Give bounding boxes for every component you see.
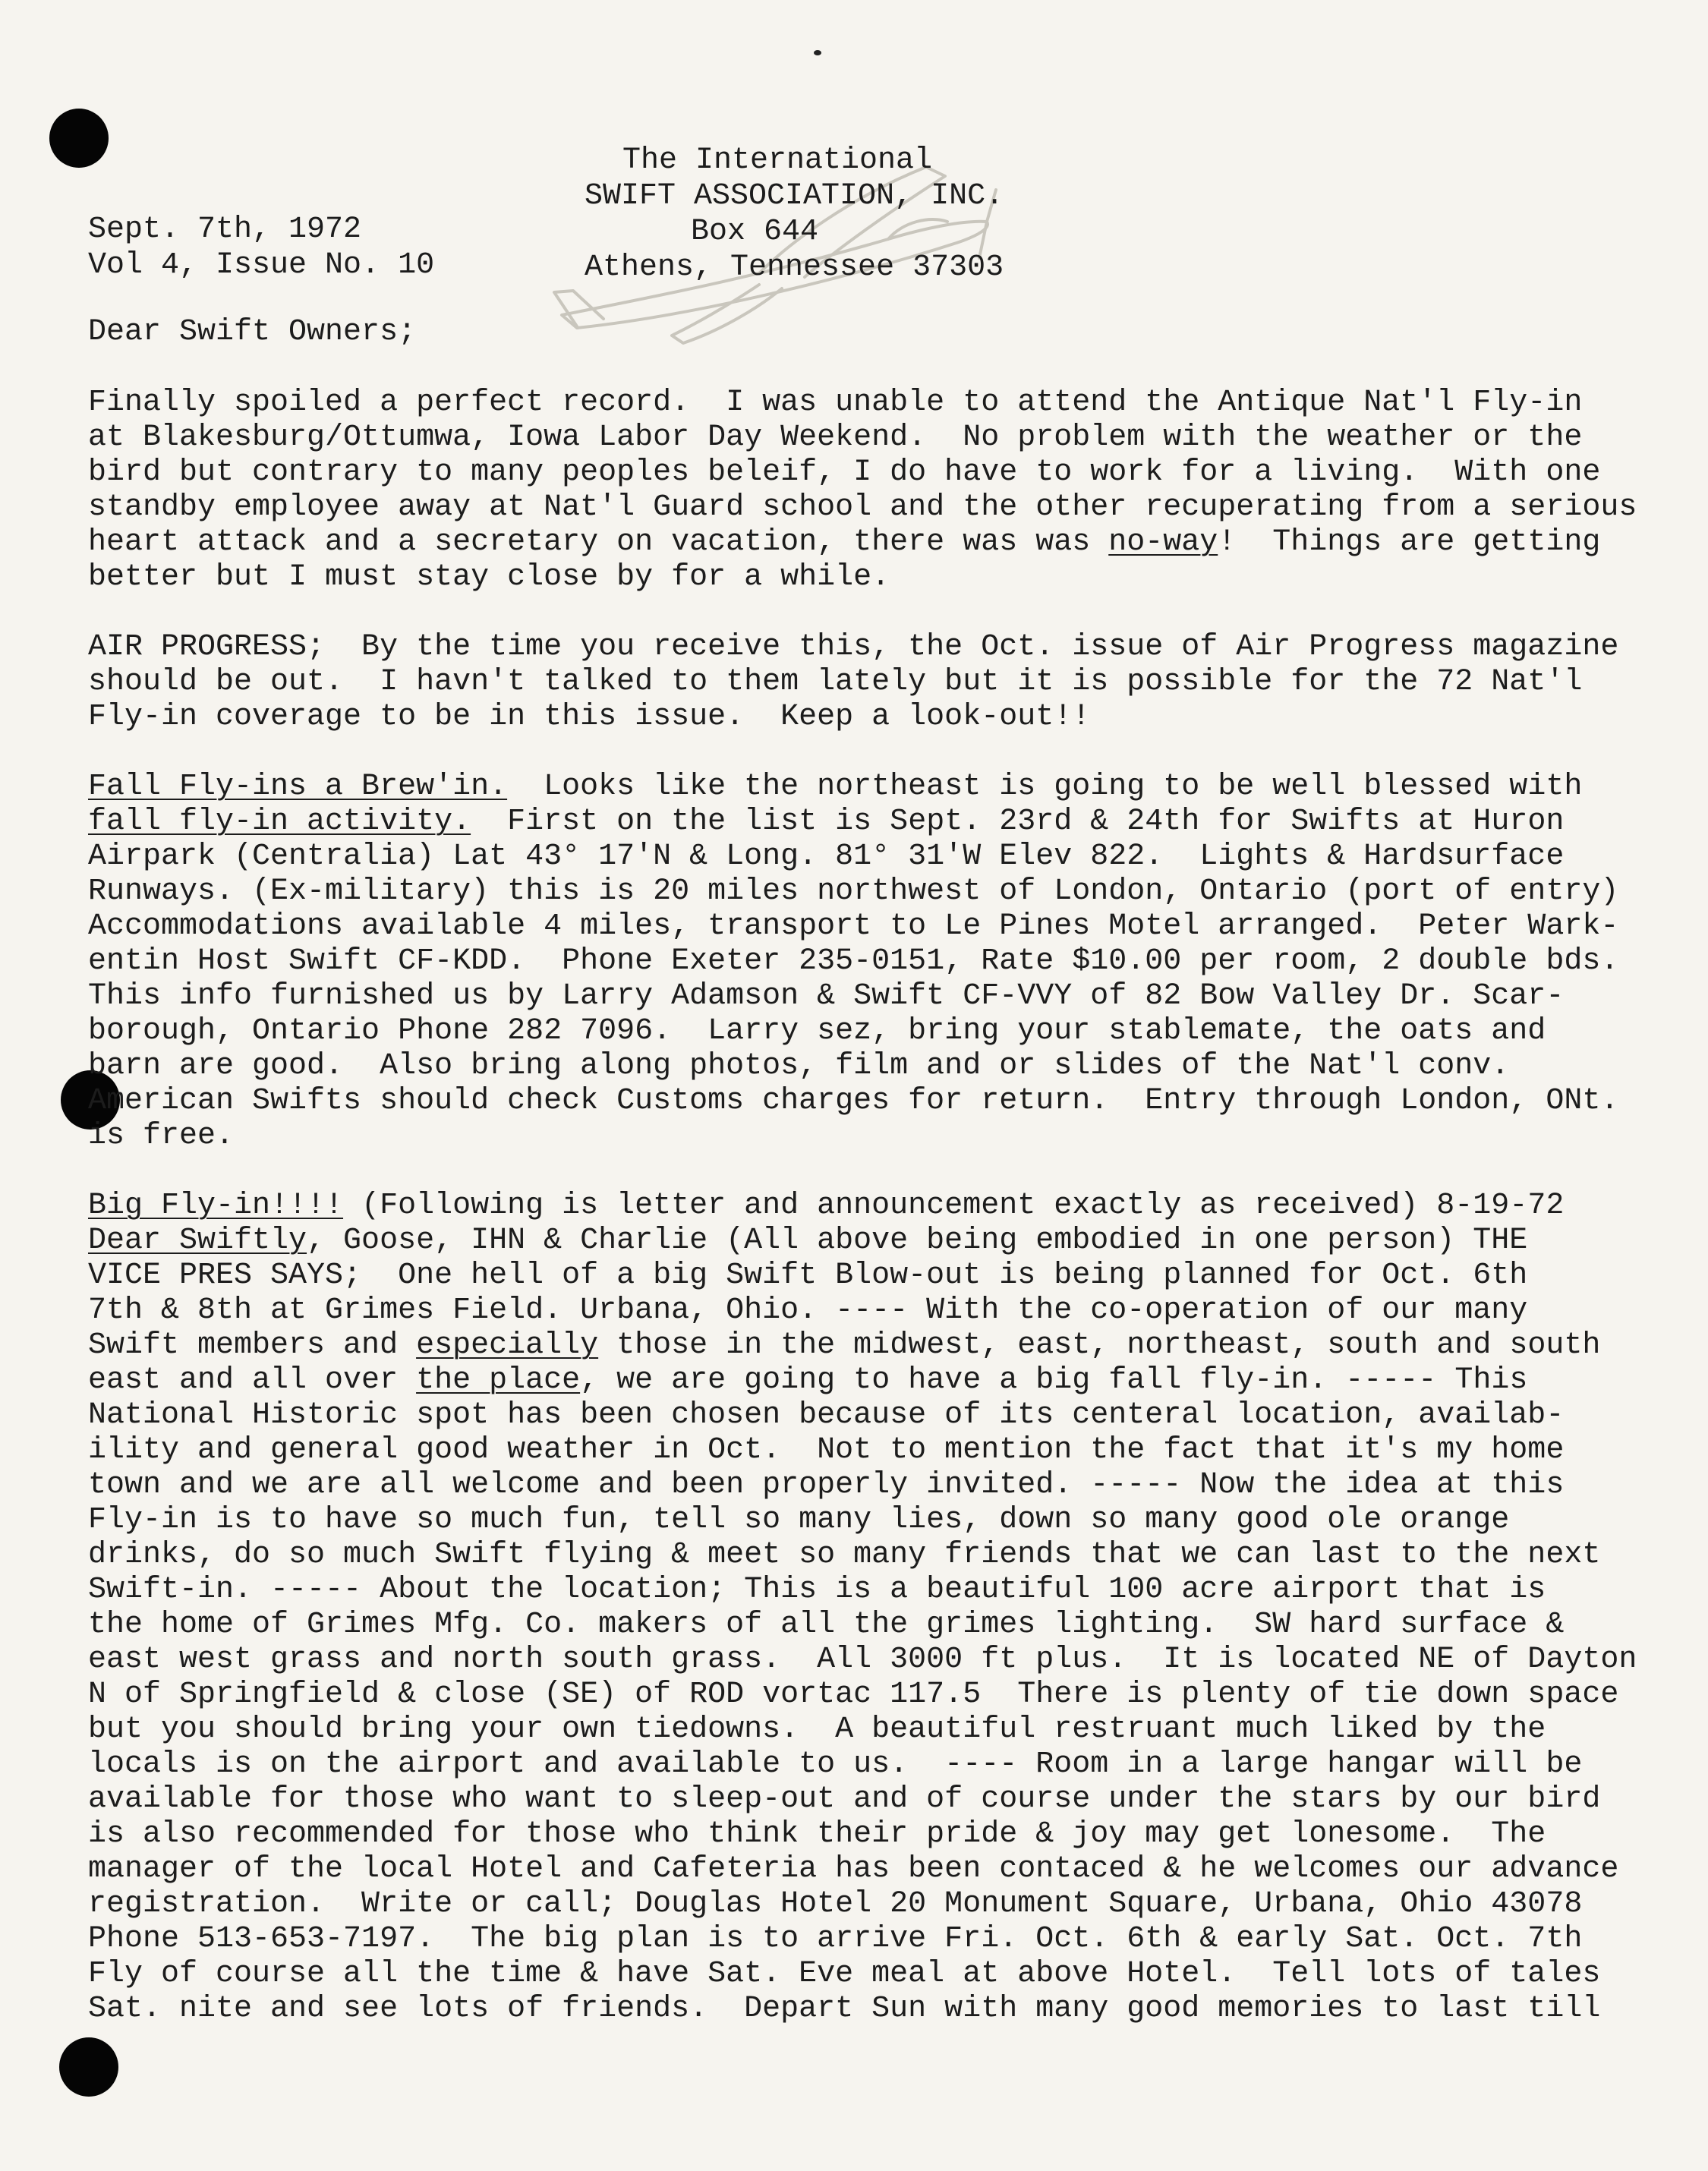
issue-number: Vol 4, Issue No. 10 [88, 248, 435, 282]
text-line [88, 1363, 1644, 1398]
text-line [88, 1328, 1644, 1363]
section-heading: Big Fly-in!!!! [88, 1189, 344, 1223]
text-run: Looks like the northeast is going to be well blessed with [507, 770, 1583, 804]
text-run: ! Things are getting [1218, 525, 1601, 559]
text-line: AIR PROGRESS; By the time you receive this, the Oct. issue of Air Progress magazine [88, 630, 1619, 664]
text-line: Finally spoiled a perfect record. I was unable to attend the Antique Nat'l Fly-in [88, 386, 1583, 420]
letter-body [88, 386, 1644, 2062]
salutation: Dear Swift Owners; [88, 315, 417, 349]
underlined-text: fall fly-in activity. [88, 805, 471, 839]
dateline [88, 212, 434, 283]
text-line: Sat. nite and see lots of friends. Depart Sun with many good memories to last till [88, 1992, 1601, 2026]
org-name-line: The International [622, 143, 933, 178]
underlined-text: Dear Swiftly [88, 1224, 307, 1258]
text-line: National Historic spot has been chosen because of its centeral location, availab- [88, 1398, 1565, 1432]
text-line: Runways. (Ex-military) this is 20 miles northwest of London, Ontario (port of entry) [88, 874, 1619, 909]
text-line: the home of Grimes Mfg. Co. makers of all the grimes lighting. SW hard surface & [88, 1608, 1565, 1642]
text-line: Phone 513-653-7197. The big plan is to arrive Fri. Oct. 6th & early Sat. Oct. 7th [88, 1922, 1583, 1956]
text-line: Fly-in coverage to be in this issue. Keep a look-out!! [88, 700, 1091, 734]
text-line: N of Springfield & close (SE) of ROD vortac 117.5 There is plenty of tie down space [88, 1678, 1619, 1712]
text-line: standby employee away at Nat'l Guard school and the other recuperating from a serious [88, 490, 1637, 525]
text-line: is free. [88, 1119, 235, 1153]
text-line: borough, Ontario Phone 282 7096. Larry sez, bring your stablemate, the oats and [88, 1014, 1546, 1048]
text-line: Accommodations available 4 miles, transport to Le Pines Motel arranged. Peter Wark- [88, 909, 1619, 944]
text-line: town and we are all welcome and been properly invited. ----- Now the idea at this [88, 1468, 1565, 1502]
text-run: Swift members and [88, 1328, 417, 1363]
text-line: Fly-in is to have so much fun, tell so many lies, down so many good ole orange [88, 1503, 1510, 1537]
paragraph-fall-fly-ins [88, 770, 1644, 1154]
text-line: Airpark (Centralia) Lat 43° 17'N & Long. 81° 31'W Elev 822. Lights & Hardsurface [88, 840, 1565, 874]
text-line: better but I must stay close by for a while. [88, 560, 890, 594]
ink-speck [814, 50, 821, 55]
text-line: but you should bring your own tiedowns. A beautiful restruant much liked by the [88, 1713, 1546, 1747]
text-line [88, 770, 1644, 805]
letterhead [585, 143, 1192, 285]
text-line: Fly of course all the time & have Sat. Eve meal at above Hotel. Tell lots of tales [88, 1957, 1601, 1991]
underlined-text: especially [416, 1328, 599, 1363]
text-line [88, 805, 1644, 840]
text-line [88, 1224, 1644, 1259]
underlined-text: the place [416, 1363, 581, 1397]
paragraph-intro [88, 386, 1644, 595]
text-run: First on the list is Sept. 23rd & 24th for Swifts at Huron [471, 805, 1565, 839]
letter-date: Sept. 7th, 1972 [88, 213, 362, 247]
text-line: Swift-in. ----- About the location; This is a beautiful 100 acre airport that is [88, 1573, 1546, 1607]
text-line: barn are good. Also bring along photos, film and or slides of the Nat'l conv. [88, 1049, 1510, 1083]
paragraph-big-fly-in [88, 1189, 1644, 2027]
text-line: east west grass and north south grass. All 3000 ft plus. It is located NE of Dayton [88, 1643, 1637, 1677]
org-address-line: Box 644 [691, 215, 819, 249]
text-run: heart attack and a secretary on vacation, there was was [88, 525, 1109, 559]
text-run: , we are going to have a big fall fly-in. ----- This [580, 1363, 1528, 1397]
punch-hole-top [49, 109, 109, 168]
text-line [88, 525, 1644, 560]
text-line: locals is on the airport and available to us. ---- Room in a large hangar will be [88, 1747, 1583, 1782]
text-line: should be out. I havn't talked to them lately but it is possible for the 72 Nat'l [88, 665, 1583, 699]
text-line: registration. Write or call; Douglas Hotel 20 Monument Square, Urbana, Ohio 43078 [88, 1887, 1583, 1921]
text-line: This info furnished us by Larry Adamson & Swift CF-VVY of 82 Bow Valley Dr. Scar- [88, 979, 1565, 1013]
text-line: bird but contrary to many peoples beleif, I do have to work for a living. With one [88, 455, 1601, 490]
text-line: entin Host Swift CF-KDD. Phone Exeter 235-0151, Rate $10.00 per room, 2 double bds. [88, 944, 1619, 978]
text-line [88, 1189, 1644, 1224]
text-line: 7th & 8th at Grimes Field. Urbana, Ohio. ---- With the co-operation of our many [88, 1293, 1528, 1328]
text-run: east and all over [88, 1363, 417, 1397]
org-name-line: SWIFT ASSOCIATION, INC. [585, 179, 1004, 213]
text-line: available for those who want to sleep-out and of course under the stars by our bird [88, 1782, 1601, 1817]
text-line: ility and general good weather in Oct. Not to mention the fact that it's my home [88, 1433, 1565, 1467]
text-line: manager of the local Hotel and Cafeteria has been contaced & he welcomes our advance [88, 1852, 1619, 1886]
text-line: drinks, do so much Swift flying & meet so many friends that we can last to the next [88, 1538, 1601, 1572]
text-line: American Swifts should check Customs charges for return. Entry through London, ONt. [88, 1084, 1619, 1118]
underlined-text: no-way [1108, 525, 1218, 559]
text-run: those in the midwest, east, northeast, south and south [598, 1328, 1601, 1363]
text-line: is also recommended for those who think their pride & joy may get lonesome. The [88, 1817, 1546, 1851]
org-address-line: Athens, Tennessee 37303 [585, 250, 1004, 285]
text-line: VICE PRES SAYS; One hell of a big Swift Blow-out is being planned for Oct. 6th [88, 1259, 1528, 1293]
text-line: at Blakesburg/Ottumwa, Iowa Labor Day Weekend. No problem with the weather or the [88, 421, 1583, 455]
text-run: , Goose, IHN & Charlie (All above being embodied in one person) THE [307, 1224, 1528, 1258]
paragraph-air-progress [88, 630, 1644, 735]
text-run: (Following is letter and announcement exactly as received) 8-19-72 [343, 1189, 1565, 1223]
section-heading: Fall Fly-ins a Brew'in. [88, 770, 508, 804]
